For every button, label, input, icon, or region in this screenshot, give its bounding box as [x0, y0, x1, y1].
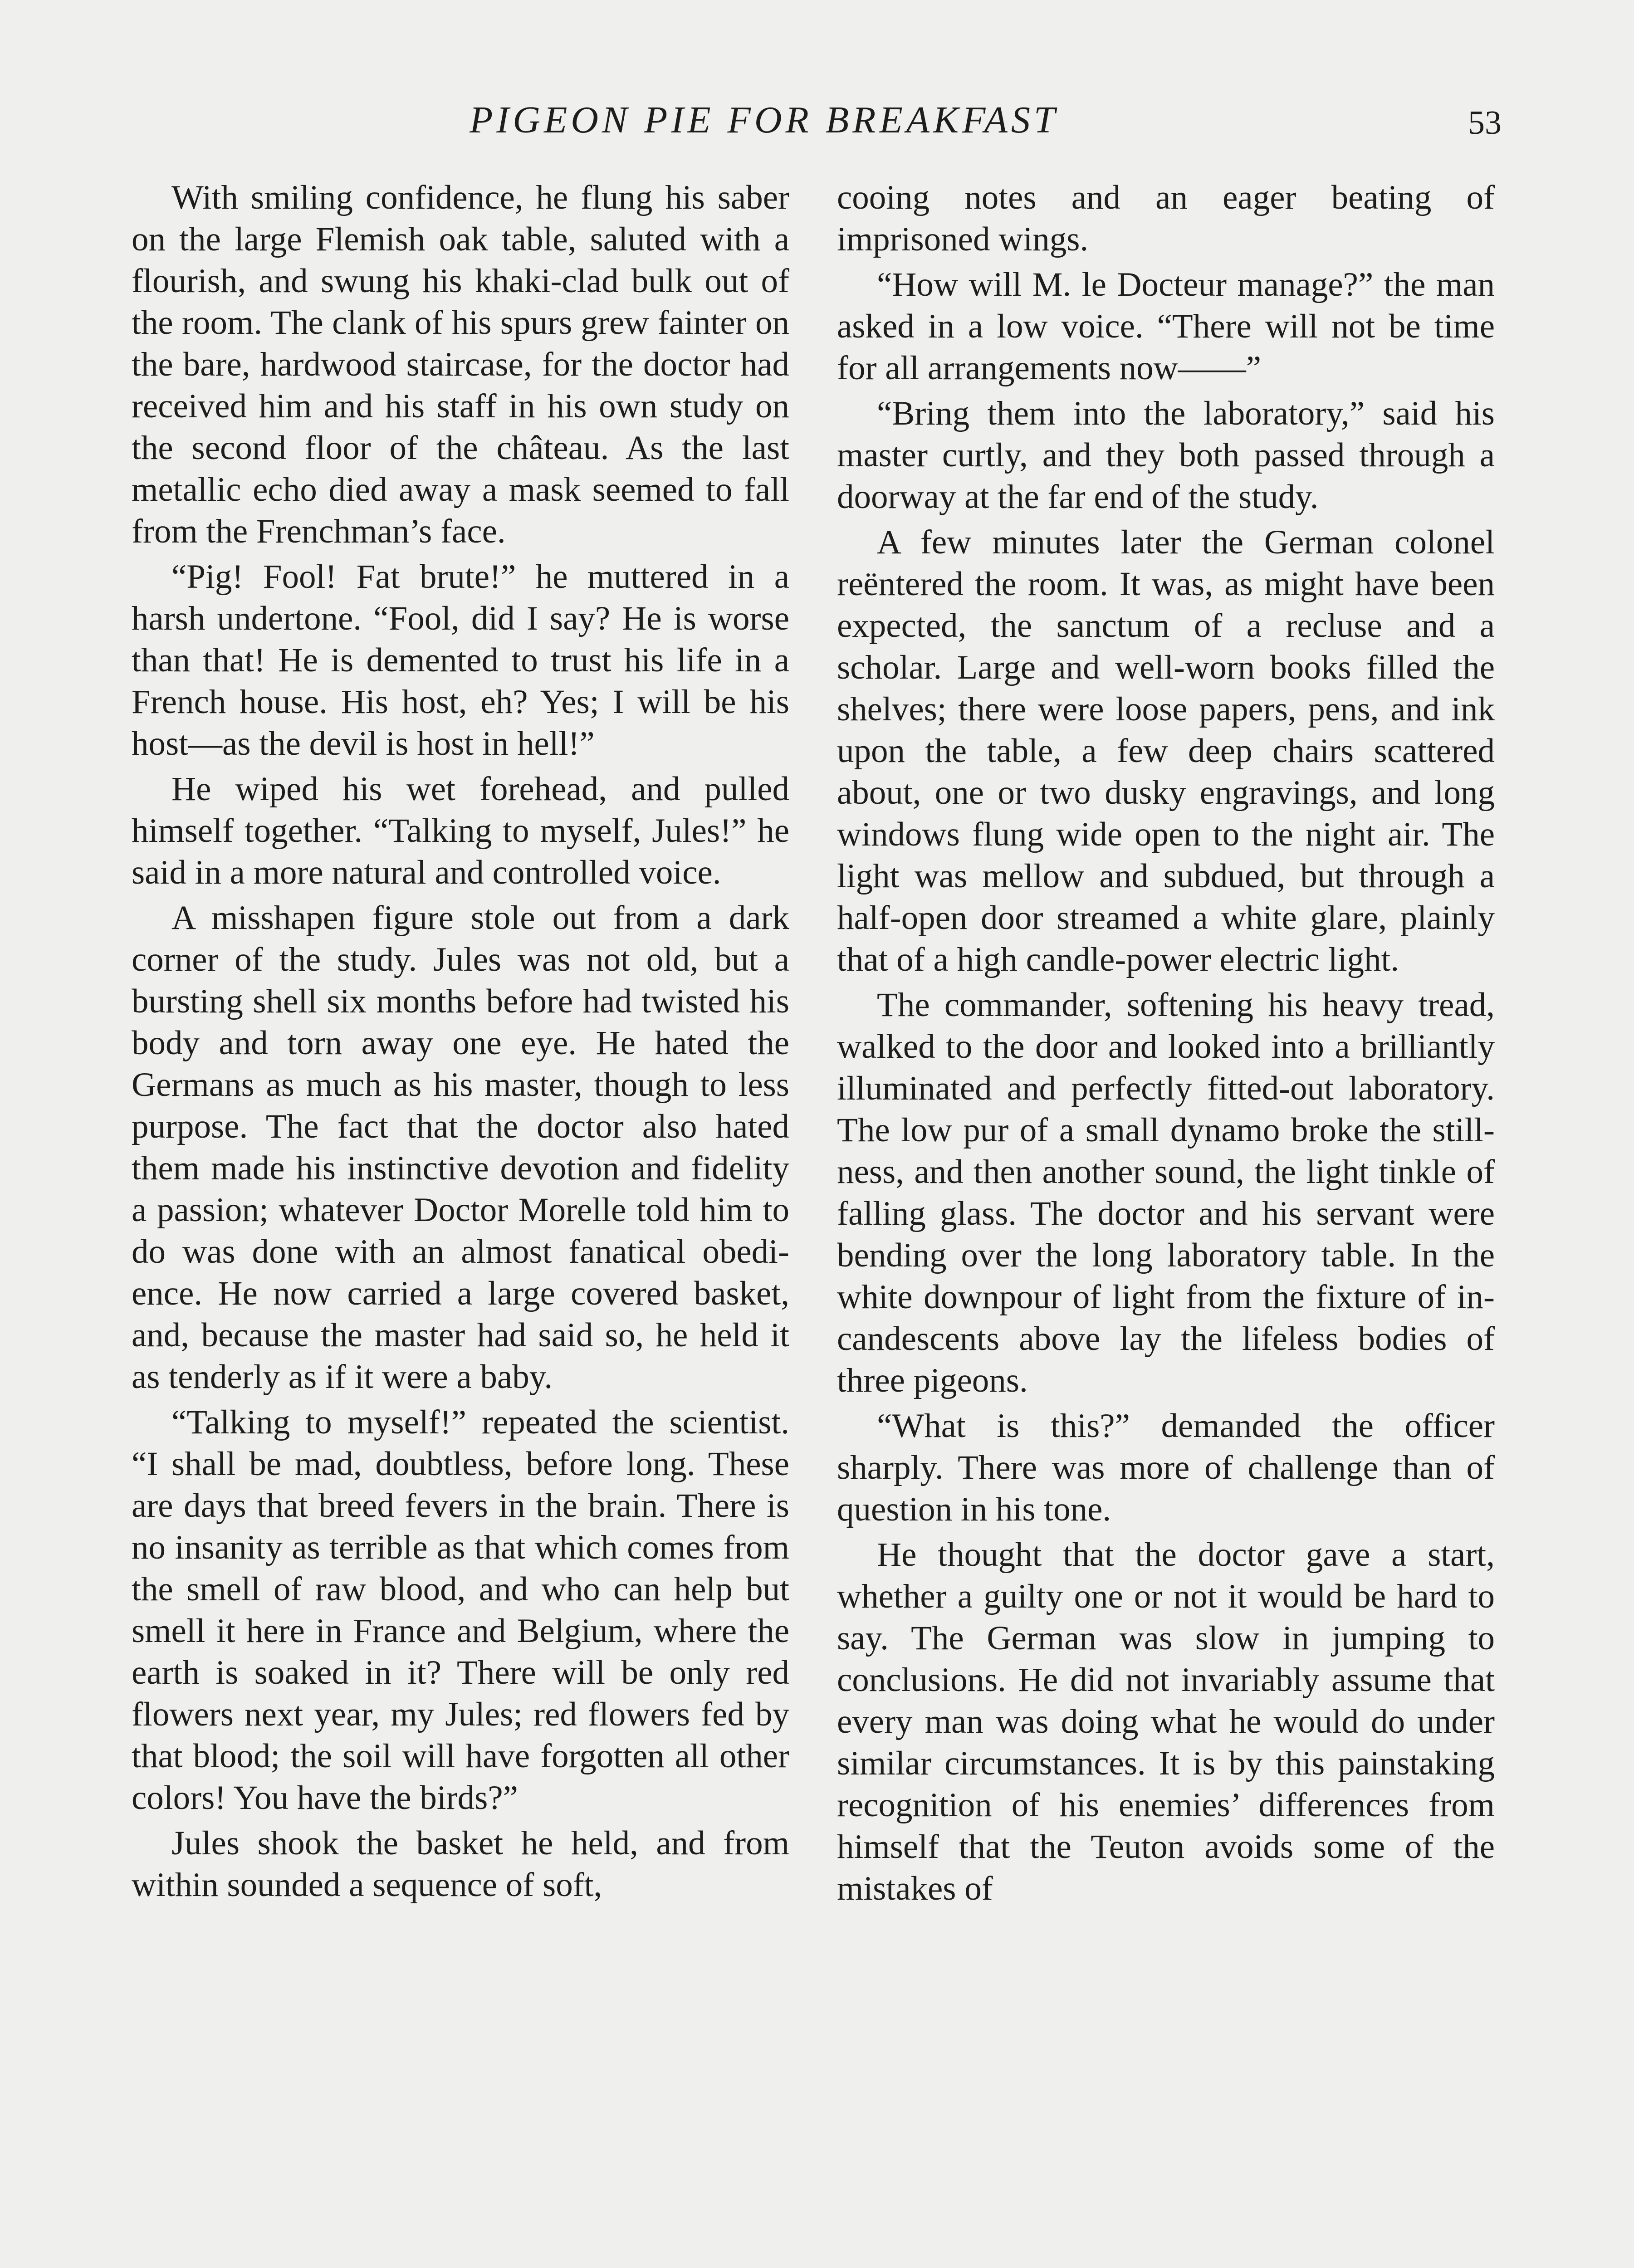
paragraph: “What is this?” demanded the officer sharply. There was more of challenge than of question in his tone. — [837, 1407, 1495, 1528]
running-title: PIGEON PIE FOR BREAKFAST — [470, 99, 1059, 141]
page-number: 53 — [1468, 104, 1502, 142]
paragraph: “Talking to myself!” repeated the scientist. “I shall be mad, doubtless, before long. These are days that breed fevers in the brain. There is no insanity as terrible as that which comes from the smell of raw blood, and who can help but smell it here in France and Belgium, where the earth is soaked in it? There will be only red flowers next year, my Jules; red flowers fed by that blood; the soil will have forgotten all other colors! You have the birds?” — [132, 1403, 789, 1817]
paragraph-continued: cooing notes and an eager beating of imprisoned wings. — [837, 179, 1495, 258]
paragraph: A few minutes later the German colonel reëntered the room. It was, as might have been expected, the sanctum of a recluse and a scholar. Large and well-worn books filled the shelves; there were loose papers, pens, and ink upon the table, a few deep chairs scattered about, one or two dusky engravings, and long windows flung wide open to the night air. The light was mellow and subdued, but through a half-open door streamed a white glare, plainly that of a high candle-power electric light. — [837, 523, 1495, 978]
paragraph: A misshapen figure stole out from a dark corner of the study. Jules was not old, but a bursting shell six months before had twisted his body and torn away one eye. He hated the Germans as much as his master, though to less purpose. The fact that the doctor also hated them made his instinctive devotion and fidelity a passion; whatever Doctor Morelle told him to do was done with an almost fanatical obedience. He now carried a large covered basket, and, because the master had said so, he held it as tenderly as if it were a baby. — [132, 899, 789, 1396]
paragraph: He wiped his wet forehead, and pulled himself together. “Talking to myself, Jules!” he said in a more natural and controlled voice. — [132, 770, 789, 891]
paragraph: The commander, softening his heavy tread, walked to the door and looked into a brilliantly illuminated and perfectly fitted-out laboratory. The low pur of a small dynamo broke the stillness, and then another sound, the light tinkle of falling glass. The doctor and his servant were bending over the long laboratory table. In the white downpour of light from the fixture of incandescents above lay the lifeless bodies of three pigeons. — [837, 986, 1495, 1399]
paragraph: “Bring them into the laboratory,” said his master curtly, and they both passed through a doorway at the far end of the study. — [837, 395, 1495, 516]
paragraph: Jules shook the basket he held, and from within sounded a sequence of soft, — [132, 1824, 789, 1904]
paragraph: “Pig! Fool! Fat brute!” he muttered in a harsh undertone. “Fool, did I say? He is worse than that! He is demented to trust his life in a French house. His host, eh? Yes; I will be his host—as the devil is host in hell!” — [132, 558, 789, 763]
running-head — [0, 93, 1634, 147]
right-column — [837, 177, 1495, 1910]
paragraph: With smiling confidence, he flung his saber on the large Flemish oak table, saluted with a flourish, and swung his khaki-clad bulk out of the room. The clank of his spurs grew fainter on the bare, hardwood staircase, for the doctor had received him and his staff in his own study on the second floor of the château. As the last metallic echo died away a mask seemed to fall from the Frenchman’s face. — [132, 179, 789, 550]
paragraph: “How will M. le Docteur manage?” the man asked in a low voice. “There will not be time for all arrangements now——” — [837, 266, 1495, 387]
paragraph: He thought that the doctor gave a start, whether a guilty one or not it would be hard to say. The German was slow in jumping to conclusions. He did not invariably assume that every man was doing what he would do under similar circumstances. It is by this painstaking recognition of his enemies’ differences from himself that the Teuton avoids some of the mistakes of — [837, 1536, 1495, 1907]
left-column — [132, 177, 789, 1906]
